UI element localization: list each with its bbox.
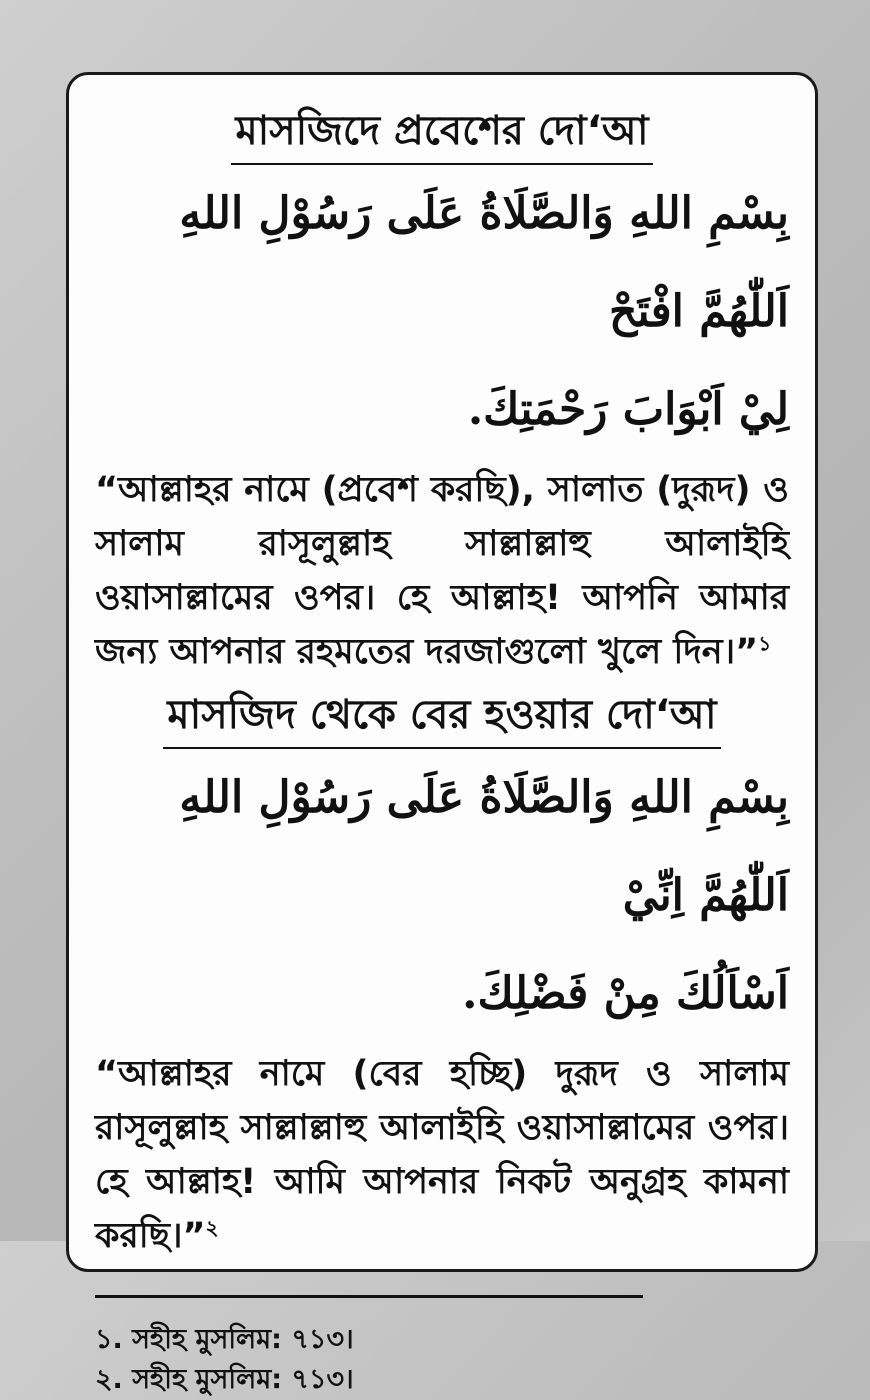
section-leaving-arabic-dua xyxy=(95,749,789,1043)
footnote-1: ১. সহীহ মুসলিম: ৭১৩। xyxy=(95,1324,354,1355)
arabic-line: لِيْ اَبْوَابَ رَحْمَتِكَ. xyxy=(467,384,789,435)
arabic-line: اَسْاَلُكَ مِنْ فَضْلِكَ. xyxy=(462,968,789,1019)
arabic-line: بِسْمِ اللهِ وَالصَّلَاةُ عَلَى رَسُوْلِ اللهِ اَللّٰهُمَّ اِنِّيْ xyxy=(179,772,789,921)
section-leaving-translation xyxy=(95,1047,789,1263)
section-leaving-heading: মাসজিদ থেকে বের হওয়ার দো‘আ xyxy=(163,689,720,749)
section-entering-heading-wrap xyxy=(95,105,789,165)
page-card xyxy=(66,72,818,1395)
footnote-ref[interactable]: ১ xyxy=(758,631,772,656)
section-leaving-heading-wrap xyxy=(95,689,789,749)
section-entering-heading: মাসজিদে প্রবেশের দো‘আ xyxy=(231,105,652,165)
footnote-2: ২. সহীহ মুসলিম: ৭১৩। xyxy=(95,1364,354,1395)
translation-text: “আল্লাহর নামে (বের হচ্ছি) দুরূদ ও সালাম রাসূলুল্লাহ সাল্লাল্লাহু আলাইহি ওয়াসাল্লামের ওপর। হে আল্লাহ! আমি আপনার নিকট অনুগ্রহ কামনা করছি।” xyxy=(95,1054,789,1256)
arabic-line: بِسْمِ اللهِ وَالصَّلَاةُ عَلَى رَسُوْلِ اللهِ اَللّٰهُمَّ افْتَحْ xyxy=(179,188,789,337)
footnote-divider xyxy=(95,1295,643,1298)
section-entering-arabic-dua xyxy=(95,165,789,459)
section-entering-translation xyxy=(95,463,789,679)
footnote-ref[interactable]: ২ xyxy=(205,1215,219,1240)
translation-text: “আল্লাহর নামে (প্রবেশ করছি), সালাত (দুরূদ) ও সালাম রাসূলুল্লাহ সাল্লাল্লাহু আলাইহি ওয়াসাল্লামের ওপর। হে আল্লাহ! আপনি আমার জন্য আপনার রহমতের দরজাগুলো খুলে দিন।” xyxy=(95,470,789,672)
